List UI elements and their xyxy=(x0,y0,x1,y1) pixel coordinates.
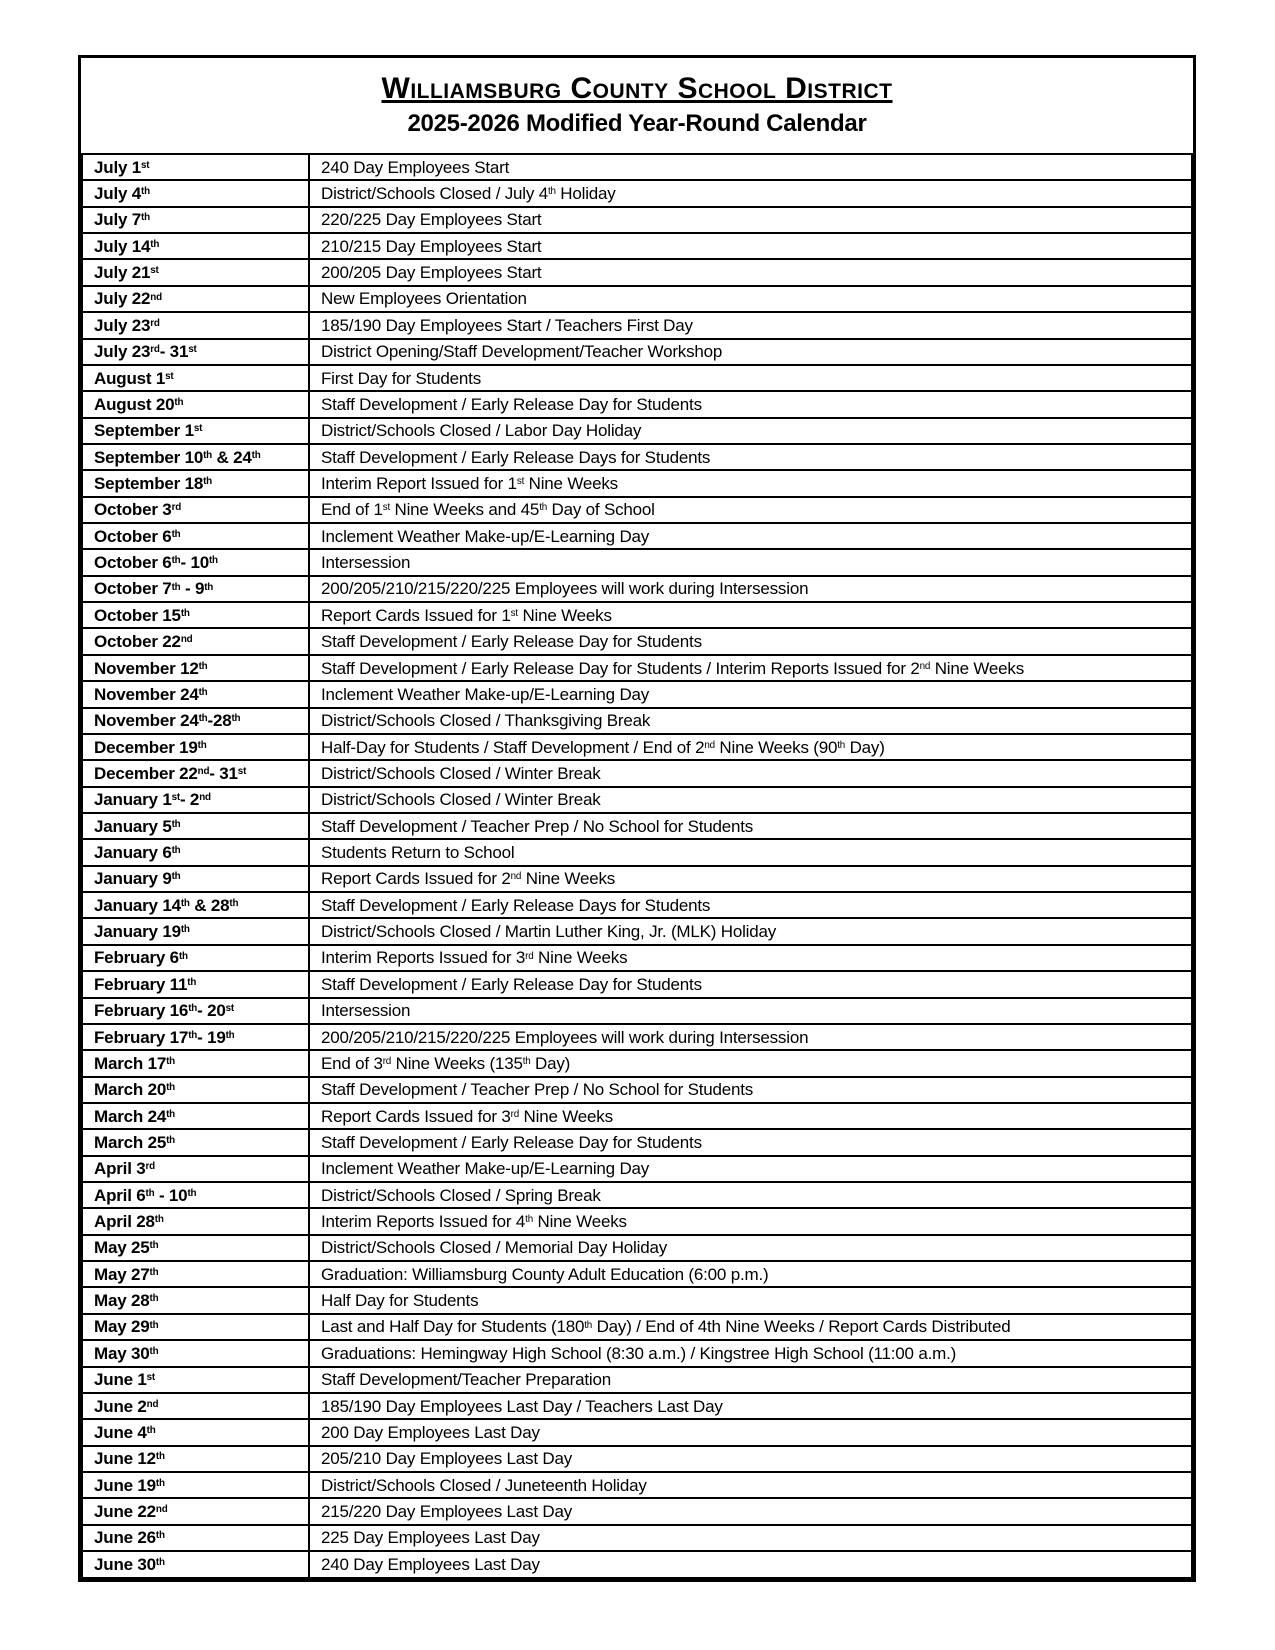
date-cell: February 16th- 20st xyxy=(82,998,309,1024)
date-cell: June 30th xyxy=(82,1551,309,1578)
event-cell: 200 Day Employees Last Day xyxy=(309,1419,1192,1445)
date-cell: February 11th xyxy=(82,971,309,997)
calendar-row xyxy=(82,523,1192,549)
calendar-row xyxy=(82,312,1192,338)
date-cell: November 12th xyxy=(82,655,309,681)
event-cell: Inclement Weather Make-up/E-Learning Day xyxy=(309,1156,1192,1182)
calendar-row xyxy=(82,1077,1192,1103)
calendar-row xyxy=(82,708,1192,734)
date-cell: January 5th xyxy=(82,813,309,839)
calendar-row xyxy=(82,918,1192,944)
calendar-row xyxy=(82,1472,1192,1498)
date-cell: February 6th xyxy=(82,945,309,971)
event-cell: Inclement Weather Make-up/E-Learning Day xyxy=(309,523,1192,549)
date-cell: May 29th xyxy=(82,1314,309,1340)
date-cell: October 15th xyxy=(82,602,309,628)
date-cell: July 21st xyxy=(82,259,309,285)
event-cell: District/Schools Closed / Winter Break xyxy=(309,760,1192,786)
date-cell: April 3rd xyxy=(82,1156,309,1182)
date-cell: July 22nd xyxy=(82,286,309,312)
date-cell: March 17th xyxy=(82,1050,309,1076)
event-cell: 215/220 Day Employees Last Day xyxy=(309,1498,1192,1524)
event-cell: 220/225 Day Employees Start xyxy=(309,207,1192,233)
calendar-row xyxy=(82,681,1192,707)
calendar-row xyxy=(82,839,1192,865)
event-cell: Staff Development / Early Release Days for Students xyxy=(309,444,1192,470)
date-cell: July 7th xyxy=(82,207,309,233)
calendar-row xyxy=(82,497,1192,523)
event-cell: 240 Day Employees Start xyxy=(309,154,1192,180)
event-cell: District/Schools Closed / Labor Day Holiday xyxy=(309,418,1192,444)
event-cell: 205/210 Day Employees Last Day xyxy=(309,1446,1192,1472)
date-cell: December 19th xyxy=(82,734,309,760)
event-cell: District Opening/Staff Development/Teacher Workshop xyxy=(309,339,1192,365)
event-cell: Staff Development / Early Release Day for Students xyxy=(309,391,1192,417)
event-cell: District/Schools Closed / July 4th Holiday xyxy=(309,180,1192,206)
district-title: Williamsburg County School District xyxy=(381,72,893,105)
event-cell: First Day for Students xyxy=(309,365,1192,391)
date-cell: March 25th xyxy=(82,1129,309,1155)
event-cell: Interim Report Issued for 1st Nine Weeks xyxy=(309,470,1192,496)
calendar-row xyxy=(82,1446,1192,1472)
calendar-row xyxy=(82,154,1192,180)
calendar-row xyxy=(82,734,1192,760)
event-cell: Graduations: Hemingway High School (8:30 a.m.) / Kingstree High School (11:00 a.m.) xyxy=(309,1340,1192,1366)
event-cell: Graduation: Williamsburg County Adult Education (6:00 p.m.) xyxy=(309,1261,1192,1287)
event-cell: Staff Development / Teacher Prep / No School for Students xyxy=(309,813,1192,839)
event-cell: New Employees Orientation xyxy=(309,286,1192,312)
date-cell: January 6th xyxy=(82,839,309,865)
calendar-row xyxy=(82,760,1192,786)
calendar-row xyxy=(82,470,1192,496)
calendar-row xyxy=(82,418,1192,444)
date-cell: February 17th- 19th xyxy=(82,1024,309,1050)
event-cell: End of 1st Nine Weeks and 45th Day of School xyxy=(309,497,1192,523)
event-cell: District/Schools Closed / Juneteenth Holiday xyxy=(309,1472,1192,1498)
calendar-row xyxy=(82,1287,1192,1313)
event-cell: Staff Development / Early Release Day for Students xyxy=(309,971,1192,997)
date-cell: April 6th - 10th xyxy=(82,1182,309,1208)
date-cell: October 3rd xyxy=(82,497,309,523)
event-cell: Half-Day for Students / Staff Development / End of 2nd Nine Weeks (90th Day) xyxy=(309,734,1192,760)
date-cell: July 23rd- 31st xyxy=(82,339,309,365)
event-cell: District/Schools Closed / Thanksgiving Break xyxy=(309,708,1192,734)
event-cell: Intersession xyxy=(309,549,1192,575)
calendar-row xyxy=(82,180,1192,206)
date-cell: June 1st xyxy=(82,1367,309,1393)
calendar-row xyxy=(82,866,1192,892)
calendar-row xyxy=(82,1525,1192,1551)
event-cell: District/Schools Closed / Martin Luther King, Jr. (MLK) Holiday xyxy=(309,918,1192,944)
title-block xyxy=(81,58,1193,153)
calendar-table xyxy=(81,153,1193,1579)
date-cell: March 20th xyxy=(82,1077,309,1103)
event-cell: Interim Reports Issued for 3rd Nine Weeks xyxy=(309,945,1192,971)
date-cell: June 26th xyxy=(82,1525,309,1551)
event-cell: Staff Development / Early Release Day for Students xyxy=(309,1129,1192,1155)
event-cell: District/Schools Closed / Memorial Day Holiday xyxy=(309,1235,1192,1261)
calendar-row xyxy=(82,655,1192,681)
date-cell: May 25th xyxy=(82,1235,309,1261)
calendar-row xyxy=(82,1551,1192,1578)
date-cell: October 6th xyxy=(82,523,309,549)
event-cell: Staff Development / Early Release Days for Students xyxy=(309,892,1192,918)
calendar-row xyxy=(82,602,1192,628)
date-cell: November 24th-28th xyxy=(82,708,309,734)
calendar-row xyxy=(82,1156,1192,1182)
date-cell: November 24th xyxy=(82,681,309,707)
date-cell: April 28th xyxy=(82,1208,309,1234)
calendar-row xyxy=(82,207,1192,233)
date-cell: October 7th - 9th xyxy=(82,576,309,602)
calendar-row xyxy=(82,1103,1192,1129)
date-cell: June 12th xyxy=(82,1446,309,1472)
date-cell: May 30th xyxy=(82,1340,309,1366)
event-cell: Interim Reports Issued for 4th Nine Weeks xyxy=(309,1208,1192,1234)
event-cell: Intersession xyxy=(309,998,1192,1024)
event-cell: Staff Development/Teacher Preparation xyxy=(309,1367,1192,1393)
event-cell: Staff Development / Teacher Prep / No School for Students xyxy=(309,1077,1192,1103)
event-cell: 200/205/210/215/220/225 Employees will work during Intersession xyxy=(309,576,1192,602)
event-cell: Report Cards Issued for 1st Nine Weeks xyxy=(309,602,1192,628)
event-cell: 185/190 Day Employees Start / Teachers First Day xyxy=(309,312,1192,338)
calendar-row xyxy=(82,1498,1192,1524)
calendar-row xyxy=(82,1261,1192,1287)
date-cell: June 2nd xyxy=(82,1393,309,1419)
date-cell: October 6th- 10th xyxy=(82,549,309,575)
date-cell: May 28th xyxy=(82,1287,309,1313)
event-cell: 225 Day Employees Last Day xyxy=(309,1525,1192,1551)
event-cell: Report Cards Issued for 3rd Nine Weeks xyxy=(309,1103,1192,1129)
date-cell: January 14th & 28th xyxy=(82,892,309,918)
date-cell: July 1st xyxy=(82,154,309,180)
date-cell: May 27th xyxy=(82,1261,309,1287)
calendar-row xyxy=(82,1024,1192,1050)
date-cell: January 1st- 2nd xyxy=(82,787,309,813)
date-cell: January 9th xyxy=(82,866,309,892)
calendar-row xyxy=(82,286,1192,312)
calendar-row xyxy=(82,444,1192,470)
calendar-document xyxy=(78,55,1196,1582)
event-cell: District/Schools Closed / Spring Break xyxy=(309,1182,1192,1208)
calendar-row xyxy=(82,892,1192,918)
event-cell: Staff Development / Early Release Day for Students xyxy=(309,628,1192,654)
event-cell: 240 Day Employees Last Day xyxy=(309,1551,1192,1578)
date-cell: October 22nd xyxy=(82,628,309,654)
event-cell: Report Cards Issued for 2nd Nine Weeks xyxy=(309,866,1192,892)
event-cell: 185/190 Day Employees Last Day / Teachers Last Day xyxy=(309,1393,1192,1419)
calendar-row xyxy=(82,1208,1192,1234)
calendar-row xyxy=(82,971,1192,997)
calendar-row xyxy=(82,1419,1192,1445)
calendar-row xyxy=(82,1182,1192,1208)
date-cell: June 4th xyxy=(82,1419,309,1445)
calendar-row xyxy=(82,339,1192,365)
calendar-row xyxy=(82,1235,1192,1261)
calendar-row xyxy=(82,1314,1192,1340)
date-cell: July 4th xyxy=(82,180,309,206)
event-cell: Half Day for Students xyxy=(309,1287,1192,1313)
date-cell: September 1st xyxy=(82,418,309,444)
calendar-row xyxy=(82,787,1192,813)
event-cell: End of 3rd Nine Weeks (135th Day) xyxy=(309,1050,1192,1076)
date-cell: July 14th xyxy=(82,233,309,259)
date-cell: December 22nd- 31st xyxy=(82,760,309,786)
calendar-row xyxy=(82,233,1192,259)
date-cell: March 24th xyxy=(82,1103,309,1129)
calendar-row xyxy=(82,576,1192,602)
date-cell: August 20th xyxy=(82,391,309,417)
calendar-row xyxy=(82,259,1192,285)
event-cell: 210/215 Day Employees Start xyxy=(309,233,1192,259)
date-cell: September 18th xyxy=(82,470,309,496)
calendar-row xyxy=(82,365,1192,391)
date-cell: June 22nd xyxy=(82,1498,309,1524)
calendar-row xyxy=(82,391,1192,417)
event-cell: Students Return to School xyxy=(309,839,1192,865)
calendar-row xyxy=(82,1367,1192,1393)
date-cell: August 1st xyxy=(82,365,309,391)
calendar-row xyxy=(82,945,1192,971)
event-cell: Inclement Weather Make-up/E-Learning Day xyxy=(309,681,1192,707)
date-cell: June 19th xyxy=(82,1472,309,1498)
calendar-row xyxy=(82,1340,1192,1366)
calendar-row xyxy=(82,998,1192,1024)
date-cell: January 19th xyxy=(82,918,309,944)
calendar-subtitle: 2025-2026 Modified Year-Round Calendar xyxy=(407,109,867,137)
event-cell: 200/205/210/215/220/225 Employees will work during Intersession xyxy=(309,1024,1192,1050)
calendar-row xyxy=(82,549,1192,575)
calendar-row xyxy=(82,628,1192,654)
calendar-row xyxy=(82,813,1192,839)
event-cell: Last and Half Day for Students (180th Day) / End of 4th Nine Weeks / Report Cards Distributed xyxy=(309,1314,1192,1340)
calendar-row xyxy=(82,1393,1192,1419)
event-cell: 200/205 Day Employees Start xyxy=(309,259,1192,285)
calendar-row xyxy=(82,1050,1192,1076)
date-cell: July 23rd xyxy=(82,312,309,338)
calendar-row xyxy=(82,1129,1192,1155)
event-cell: District/Schools Closed / Winter Break xyxy=(309,787,1192,813)
date-cell: September 10th & 24th xyxy=(82,444,309,470)
calendar-table-body xyxy=(82,154,1192,1578)
event-cell: Staff Development / Early Release Day for Students / Interim Reports Issued for 2nd Nine Weeks xyxy=(309,655,1192,681)
